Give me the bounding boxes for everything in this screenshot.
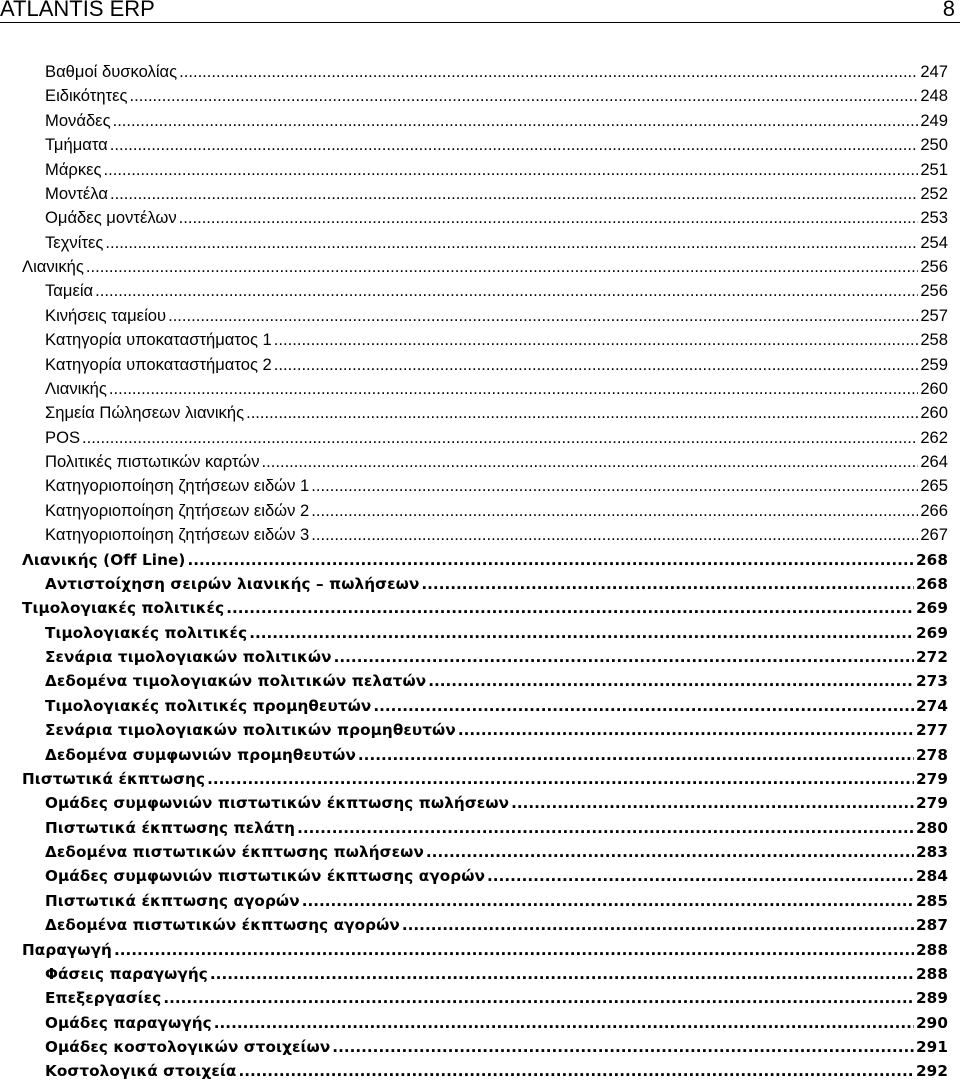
toc-entry-page: 272 xyxy=(915,648,948,666)
toc-entry-label: Ομάδες συμφωνιών πιστωτικών έκπτωσης αγορών xyxy=(45,867,486,886)
toc-entry-page: 269 xyxy=(915,623,948,642)
toc-entry-page: 285 xyxy=(915,891,948,910)
toc-entry[interactable] xyxy=(0,1059,948,1083)
toc-leader-dots xyxy=(113,109,919,133)
toc-entry-label: Κατηγορία υποκαταστήματος 1 xyxy=(45,330,272,350)
toc-entry[interactable] xyxy=(0,986,948,1010)
toc-entry-label: Σενάρια τιμολογιακών πολιτικών προμηθευτών xyxy=(45,721,456,740)
toc-entry[interactable] xyxy=(0,450,948,474)
toc-entry-page: 279 xyxy=(915,794,948,813)
toc-entry-label: Κατηγορία υποκαταστήματος 2 xyxy=(45,354,272,374)
toc-leader-dots xyxy=(86,255,918,279)
toc-entry-label: Πιστωτικά έκπτωσης xyxy=(22,769,206,788)
toc-entry[interactable] xyxy=(0,426,948,450)
toc-entry[interactable] xyxy=(0,669,948,693)
toc-entry-page: 284 xyxy=(915,867,948,886)
toc-entry-label: Δεδομένα τιμολογιακών πολιτικών πελατών xyxy=(45,672,427,691)
toc-entry-label: Πιστωτικά έκπτωσης πελάτη xyxy=(45,818,296,837)
toc-entry-label: Σημεία Πώλησεων λιανικής xyxy=(45,403,245,423)
toc-entry-page: 279 xyxy=(915,769,948,788)
toc-entry-page: 251 xyxy=(920,159,948,179)
toc-entry-page: 252 xyxy=(920,183,948,203)
toc-entry-label: Βαθμοί δυσκολίας xyxy=(45,62,178,81)
toc-entry-label: Πιστωτικά έκπτωσης αγορών xyxy=(45,891,300,910)
toc-entry[interactable] xyxy=(0,791,948,815)
toc-leader-dots xyxy=(110,133,919,157)
toc-entry-page: 256 xyxy=(920,281,948,301)
toc-entry[interactable] xyxy=(0,523,948,547)
toc-leader-dots xyxy=(511,791,914,815)
toc-entry[interactable] xyxy=(0,621,948,645)
toc-leader-dots xyxy=(179,60,918,84)
toc-entry[interactable] xyxy=(0,133,948,157)
toc-entry-page: 259 xyxy=(920,354,948,374)
toc-entry-page: 265 xyxy=(920,476,948,496)
toc-leader-dots xyxy=(246,401,918,425)
toc-entry-page: 291 xyxy=(915,1038,948,1056)
toc-entry-label: Δεδομένα πιστωτικών έκπτωσης αγορών xyxy=(45,916,400,935)
toc-entry[interactable] xyxy=(0,645,948,669)
toc-leader-dots xyxy=(207,767,914,791)
toc-entry-page: 268 xyxy=(915,574,948,593)
toc-leader-dots xyxy=(163,986,914,1010)
toc-entry[interactable] xyxy=(0,596,948,620)
toc-leader-dots xyxy=(187,548,914,572)
toc-leader-dots xyxy=(110,182,918,206)
toc-entry-page: 267 xyxy=(920,525,948,545)
toc-leader-dots xyxy=(238,1059,914,1083)
toc-leader-dots xyxy=(274,353,919,377)
toc-entry-page: 262 xyxy=(920,427,948,447)
toc-entry[interactable] xyxy=(0,206,948,230)
toc-entry[interactable] xyxy=(0,279,948,303)
toc-leader-dots xyxy=(373,694,914,718)
toc-entry-label: Ταμεία xyxy=(45,281,94,301)
toc-entry-label: Ομάδες συμφωνιών πιστωτικών έκπτωσης πωλήσεων xyxy=(45,794,510,813)
toc-leader-dots xyxy=(487,864,914,888)
toc-entry-label: Δεδομένα πιστωτικών έκπτωσης πωλήσεων xyxy=(45,843,424,861)
toc-entry[interactable] xyxy=(0,718,948,742)
toc-leader-dots xyxy=(421,572,914,596)
toc-entry[interactable] xyxy=(0,1011,948,1035)
toc-entry[interactable] xyxy=(0,60,948,84)
toc-entry-page: 257 xyxy=(920,305,948,325)
toc-leader-dots xyxy=(428,669,914,693)
toc-entry-label: Τεχνίτες xyxy=(45,232,104,252)
toc-entry[interactable] xyxy=(0,158,948,182)
document-title: ATLANTIS ERP xyxy=(0,0,155,21)
toc-entry[interactable] xyxy=(0,401,948,425)
toc-entry-label: Μονάδες xyxy=(45,110,111,130)
toc-entry[interactable] xyxy=(0,255,948,279)
toc-entry[interactable] xyxy=(0,572,948,596)
toc-entry-page: 253 xyxy=(920,208,948,228)
toc-entry-label: Λιανικής (Off Line) xyxy=(22,550,186,569)
toc-entry[interactable] xyxy=(0,182,948,206)
toc-entry[interactable] xyxy=(0,694,948,718)
toc-entry-label: Παραγωγή xyxy=(22,940,112,959)
toc-entry-page: 268 xyxy=(915,550,948,569)
toc-leader-dots xyxy=(105,231,918,255)
toc-entry[interactable] xyxy=(0,864,948,888)
toc-leader-dots xyxy=(214,1011,914,1035)
toc-entry-label: Λιανικής xyxy=(22,257,84,276)
toc-entry-label: Κατηγοριοποίηση ζητήσεων ειδών 1 xyxy=(45,476,310,496)
toc-entry[interactable] xyxy=(0,304,948,328)
toc-entry[interactable] xyxy=(0,231,948,255)
toc-entry-label: Τμήματα xyxy=(45,135,108,155)
toc-entry-label: Ειδικότητες xyxy=(45,86,128,106)
toc-entry-page: 254 xyxy=(920,232,948,252)
toc-leader-dots xyxy=(332,1035,914,1059)
toc-leader-dots xyxy=(402,913,914,937)
toc-entry[interactable] xyxy=(0,109,948,133)
toc-entry-label: Λιανικής xyxy=(45,378,107,398)
toc-entry-page: 289 xyxy=(915,989,948,1008)
toc-entry-page: 256 xyxy=(920,257,948,276)
toc-entry-page: 273 xyxy=(915,672,948,691)
toc-entry-page: 269 xyxy=(915,599,948,618)
toc-leader-dots xyxy=(179,206,919,230)
toc-leader-dots xyxy=(458,718,914,742)
toc-entry-label: Τιμολογιακές πολιτικές προμηθευτών xyxy=(45,696,372,715)
table-of-contents xyxy=(0,60,948,1084)
page-number: 8 xyxy=(942,0,955,21)
toc-entry-label: Κινήσεις ταμείου xyxy=(45,305,167,325)
toc-entry[interactable] xyxy=(0,499,948,523)
toc-entry[interactable] xyxy=(0,377,948,401)
toc-leader-dots xyxy=(311,474,918,498)
toc-leader-dots xyxy=(297,816,914,840)
toc-entry[interactable] xyxy=(0,816,948,840)
toc-entry-label: Αντιστοίχηση σειρών λιανικής – πωλήσεων xyxy=(45,574,420,593)
toc-entry-page: 248 xyxy=(920,86,948,106)
toc-leader-dots xyxy=(311,523,918,547)
toc-entry-label: Επεξεργασίες xyxy=(45,989,162,1008)
toc-entry-label: Ομάδες κοστολογικών στοιχείων xyxy=(45,1038,331,1056)
toc-entry[interactable] xyxy=(0,548,948,572)
toc-entry[interactable] xyxy=(0,889,948,913)
toc-leader-dots xyxy=(109,377,918,401)
toc-entry-label: Μάρκες xyxy=(45,159,102,179)
toc-leader-dots xyxy=(302,889,914,913)
toc-entry-label: Πολιτικές πιστωτικών καρτών xyxy=(45,452,260,471)
toc-entry-page: 249 xyxy=(920,110,948,130)
toc-entry[interactable] xyxy=(0,474,948,498)
toc-entry-label: Μοντέλα xyxy=(45,183,108,203)
toc-leader-dots xyxy=(426,840,914,864)
toc-leader-dots xyxy=(274,328,919,352)
toc-entry-page: 258 xyxy=(920,330,948,350)
toc-leader-dots xyxy=(226,596,914,620)
toc-entry-page: 274 xyxy=(915,696,948,715)
toc-leader-dots xyxy=(95,279,918,303)
toc-entry-page: 260 xyxy=(920,378,948,398)
toc-entry-label: POS xyxy=(45,427,81,447)
toc-entry-label: Κατηγοριοποίηση ζητήσεων ειδών 2 xyxy=(45,500,310,520)
toc-leader-dots xyxy=(168,304,918,328)
toc-entry-page: 288 xyxy=(915,964,948,983)
toc-entry-page: 266 xyxy=(920,500,948,520)
toc-entry-label: Σενάρια τιμολογιακών πολιτικών xyxy=(45,648,332,666)
toc-entry[interactable] xyxy=(0,913,948,937)
toc-leader-dots xyxy=(114,938,914,962)
toc-entry-label: Φάσεις παραγωγής xyxy=(45,964,208,983)
toc-entry[interactable] xyxy=(0,962,948,986)
toc-entry[interactable] xyxy=(0,743,948,767)
toc-leader-dots xyxy=(104,158,919,182)
toc-entry-label: Τιμολογιακές πολιτικές xyxy=(45,623,248,642)
toc-entry[interactable] xyxy=(0,1035,948,1059)
toc-leader-dots xyxy=(262,450,919,474)
toc-entry-page: 287 xyxy=(915,916,948,935)
toc-entry-page: 292 xyxy=(915,1062,948,1081)
toc-entry-label: Κοστολογικά στοιχεία xyxy=(45,1062,237,1081)
toc-leader-dots xyxy=(249,621,914,645)
toc-entry[interactable] xyxy=(0,938,948,962)
toc-entry[interactable] xyxy=(0,84,948,108)
toc-entry-label: Ομάδες μοντέλων xyxy=(45,208,177,228)
toc-entry[interactable] xyxy=(0,353,948,377)
toc-entry-page: 290 xyxy=(915,1013,948,1032)
toc-entry-page: 247 xyxy=(920,62,948,81)
toc-entry-label: Κατηγοριοποίηση ζητήσεων ειδών 3 xyxy=(45,525,310,545)
toc-entry-label: Τιμολογιακές πολιτικές xyxy=(22,599,225,618)
toc-leader-dots xyxy=(358,743,914,767)
toc-entry-page: 280 xyxy=(915,818,948,837)
toc-entry-label: Δεδομένα συμφωνιών προμηθευτών xyxy=(45,745,356,764)
toc-entry-page: 250 xyxy=(920,135,948,155)
toc-entry-page: 283 xyxy=(915,843,948,861)
page-header xyxy=(0,0,960,23)
toc-leader-dots xyxy=(311,499,918,523)
toc-entry-page: 277 xyxy=(915,721,948,740)
toc-leader-dots xyxy=(210,962,914,986)
toc-entry[interactable] xyxy=(0,767,948,791)
toc-leader-dots xyxy=(82,426,918,450)
toc-entry-page: 260 xyxy=(920,403,948,423)
toc-leader-dots xyxy=(334,645,914,669)
toc-entry-page: 264 xyxy=(920,452,948,471)
toc-entry[interactable] xyxy=(0,328,948,352)
toc-entry-page: 278 xyxy=(915,745,948,764)
toc-entry-label: Ομάδες παραγωγής xyxy=(45,1013,212,1032)
toc-entry[interactable] xyxy=(0,840,948,864)
toc-leader-dots xyxy=(130,84,919,108)
toc-entry-page: 288 xyxy=(915,940,948,959)
